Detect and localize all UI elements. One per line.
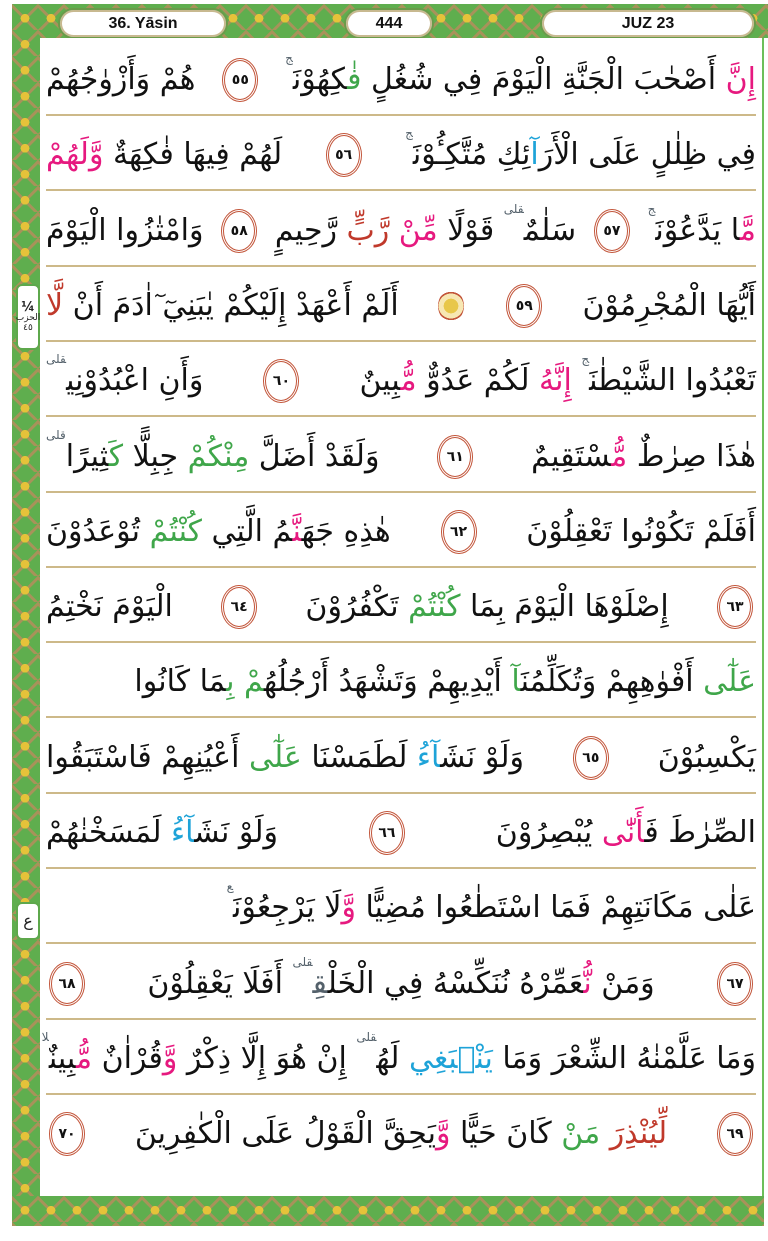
verse-text: أَفَلَا يَعْقِلُوْنَ	[147, 965, 293, 1001]
verse-text: أَعْيُنِهِمْ فَاسْتَبَقُوا	[46, 739, 249, 775]
line-divider	[46, 189, 756, 191]
verse-text: أَلَمْ أَعْهَدْ إِلَيْكُمْ يٰبَنِيٓ	[152, 287, 399, 323]
verse-line	[46, 203, 756, 259]
tajweed-colored-text: مِنْكُمْ	[187, 438, 250, 474]
tajweed-colored-text: عَلٰٓى	[248, 739, 302, 775]
ayah-number-marker: ٦٩	[717, 1112, 753, 1156]
line-divider	[46, 1093, 756, 1095]
tajweed-colored-text: فٰ	[347, 62, 362, 97]
waqf-stop-mark: قلى	[46, 427, 66, 442]
tajweed-colored-text: وَّ	[341, 890, 356, 926]
tajweed-colored-text: لِّيُنْذِرَ	[609, 1116, 668, 1152]
verse-line	[46, 730, 756, 786]
verse-text: فِي ظِلٰلٍ عَلَى الْأَرَ	[538, 137, 756, 173]
tajweed-colored-text: مِّنْ	[398, 212, 438, 248]
verse-text: وَلَوْ نَشَ	[440, 739, 524, 775]
line-divider	[46, 415, 756, 417]
verse-line	[46, 956, 756, 1012]
verse-line	[41, 1029, 756, 1087]
tajweed-colored-text: إِنَّ	[725, 62, 756, 97]
verse-text-group	[582, 278, 756, 334]
ayah-number-marker: ٧٠	[49, 1112, 85, 1156]
waqf-stop-mark: ج	[405, 126, 413, 141]
verse-text-group	[658, 730, 756, 786]
verse-text-group	[135, 1106, 667, 1162]
verse-text: لَطَمَسْنَا	[301, 739, 417, 775]
verse-text: اٰدَمَ أَنْ	[63, 287, 153, 323]
tajweed-colored-text: عَلٰٓى	[703, 664, 756, 700]
verse-text-group	[46, 429, 379, 485]
verse-text: لَكُمْ عَدُوٌّ	[416, 363, 530, 399]
verse-text: يَكْسِبُوْنَ	[657, 739, 756, 775]
ayah-number-marker: ٥٦	[326, 133, 362, 177]
verse-text: أَفَلَمْ تَكُوْنُوا تَعْقِلُوْنَ	[526, 513, 756, 549]
verse-text: سْتَقِيمٌ	[531, 438, 612, 474]
waqf-stop-mark: ج	[285, 51, 293, 65]
verse-text: لَهُ	[376, 1040, 409, 1076]
waqf-stop-mark: ج	[581, 352, 590, 367]
verse-text-group	[46, 203, 203, 259]
waqf-stop-mark: قلى	[356, 1029, 377, 1044]
hizb-label: الحزب	[15, 313, 41, 324]
waqf-stop-mark: لا	[41, 1029, 49, 1044]
tajweed-colored-text: مْ بِ	[226, 664, 264, 700]
tajweed-colored-text: وَّ	[88, 137, 104, 173]
verse-text-group	[46, 805, 278, 861]
verse-text: أَصْحٰبَ الْجَنَّةِ الْيَوْمَ فِي شُغُلٍ	[361, 62, 726, 97]
verse-text-group	[147, 956, 654, 1012]
ayah-number-marker: ٦٤	[221, 585, 257, 629]
verse-line	[46, 504, 756, 560]
verse-text-group	[46, 579, 173, 635]
ayah-number-marker: ٦٥	[573, 736, 609, 780]
tajweed-colored-text: آ	[511, 664, 521, 700]
line-divider	[46, 641, 756, 643]
verse-text: تُوْعَدُوْنَ	[46, 513, 150, 549]
page-number-label: 444	[344, 8, 434, 39]
tajweed-colored-text: مَنْ	[551, 1116, 610, 1152]
verse-line	[46, 429, 756, 485]
hizb-number: ٤٥	[23, 322, 33, 333]
ornamental-left-border	[12, 30, 40, 1225]
verse-text: ا يَدَّعُوْنَ	[655, 212, 740, 248]
verse-text-group	[46, 127, 282, 183]
tajweed-colored-text: يَنْۢبَغِي	[408, 1040, 493, 1076]
verse-text-group	[227, 880, 756, 936]
ayah-number-marker: ٥٧	[594, 209, 630, 253]
verse-text-group	[405, 127, 756, 183]
verse-line	[46, 654, 756, 710]
ruku-marker: ع	[16, 902, 40, 940]
tajweed-colored-text: وَّ	[162, 1040, 178, 1076]
verse-text: عَلٰى مَكَانَتِهِمْ فَمَا اسْتَطٰعُوا مُضِيًّا	[355, 890, 756, 926]
verse-text-group	[285, 52, 756, 108]
hizb-quarter-marker	[16, 284, 40, 350]
verse-text-group	[46, 504, 391, 560]
surah-name-label: 36. Yāsin	[58, 8, 228, 39]
tajweed-colored-text: نُّ	[583, 965, 592, 1001]
verse-text-group	[305, 579, 668, 635]
hizb-fraction: ¼	[21, 299, 35, 315]
tajweed-colored-text: لَّا	[46, 287, 64, 323]
line-divider	[46, 867, 756, 869]
tajweed-colored-text: قِ	[312, 965, 328, 1001]
tajweed-colored-text: مُّ	[75, 1040, 93, 1076]
line-divider	[46, 716, 756, 718]
ayah-number-marker: ٥٥	[222, 58, 258, 102]
ornamental-bottom-border	[12, 1196, 764, 1226]
verse-text-group	[648, 203, 756, 259]
verse-text: هٰذَا صِرٰطٌ	[627, 438, 756, 474]
line-divider	[46, 566, 756, 568]
verse-text: رَّحِيمٍ	[274, 212, 337, 248]
verse-text: لَهُمْ فِيهَا فٰكِهَةٌ	[103, 137, 283, 173]
verse-text-group	[531, 429, 756, 485]
tajweed-colored-text: مُّ	[611, 438, 628, 474]
verse-text: قَوْلًا	[437, 212, 504, 248]
verse-text-group	[46, 278, 399, 334]
quran-page	[40, 38, 764, 1196]
verse-text: يُبْصِرُوْنَ	[495, 815, 602, 850]
verse-text: يَحِقَّ الْقَوْلُ عَلَى الْكٰفِرِينَ	[134, 1116, 436, 1152]
tajweed-colored-text: وَّ	[435, 1116, 451, 1152]
verse-text-group	[46, 353, 203, 409]
verse-text: أَفْوٰهِهِمْ وَتُكَلِّمُنَ	[520, 664, 704, 700]
verse-text: كَانَ حَيًّا	[450, 1116, 552, 1152]
verse-line	[46, 278, 756, 334]
verse-line	[46, 353, 756, 409]
verse-line	[46, 805, 756, 861]
verse-line	[46, 52, 756, 108]
verse-text: كِهُوْنَ	[292, 62, 348, 97]
tajweed-colored-text: رَّبٍّ	[336, 212, 399, 248]
line-divider	[46, 265, 756, 267]
line-divider	[46, 491, 756, 493]
verse-text: إِنْ هُوَ إِلَّا ذِكْرٌ	[177, 1040, 357, 1076]
line-divider	[46, 942, 756, 944]
tajweed-colored-text: كَ	[108, 438, 124, 474]
hizb-rub-icon	[438, 290, 464, 322]
verse-text: إِصْلَوْهَا الْيَوْمَ بِمَا	[460, 589, 669, 625]
verse-text: وَامْتٰزُوا الْيَوْمَ	[46, 212, 204, 248]
verse-text: لَمَسَخْنٰهُمْ	[46, 815, 172, 850]
verse-text: عَمِّرْهُ نُنَكِّسْهُ فِي الْخَلْ	[327, 965, 584, 1001]
verse-text-group	[42, 1031, 756, 1087]
verse-text: وَلَقَدْ	[315, 438, 380, 474]
verse-text: هُمْ وَأَزْوٰجُهُمْ	[46, 62, 196, 97]
verse-text: هٰذِهِ جَهَ	[301, 513, 391, 549]
ayah-number-marker: ٦٨	[49, 962, 85, 1006]
tajweed-colored-text: كُنْتُمْ	[149, 513, 202, 549]
verse-text: أَيْدِيهِمْ وَتَشْهَدُ أَرْجُلُهُ	[263, 664, 512, 700]
verse-text: جِبِلًّا	[123, 438, 188, 474]
ayah-number-marker: ٦٧	[717, 962, 753, 1006]
verse-text: تَعْبُدُوا الشَّيْطٰنَ	[589, 363, 756, 399]
verse-line	[46, 880, 756, 936]
waqf-stop-mark: قلى	[503, 201, 524, 216]
verse-text: ئِكِ مُتَّكِـُٔوْنَ	[412, 137, 531, 173]
tajweed-colored-text: أَنّٰى	[601, 815, 645, 850]
waqf-stop-mark: ج	[647, 201, 656, 216]
verse-text: بِينٌ	[359, 363, 401, 399]
verse-text: بِينٌ	[48, 1040, 76, 1076]
tajweed-colored-text: نَّ	[292, 513, 302, 549]
verse-line	[46, 1106, 756, 1162]
ayah-number-marker: ٦٠	[263, 359, 299, 403]
verse-text: مَا كَانُوا	[134, 664, 227, 700]
verse-text-group	[360, 353, 756, 409]
waqf-stop-mark: ع	[226, 879, 234, 894]
tajweed-colored-text: كُنْتُمْ	[408, 589, 461, 625]
verse-text-group	[496, 805, 756, 861]
verse-text: مُ الَّتِي	[201, 513, 293, 549]
verse-text: وَأَنِ اعْبُدُوْنِي	[66, 363, 204, 399]
verse-text: ثِيرًا	[65, 438, 109, 474]
line-divider	[46, 114, 756, 116]
line-divider	[46, 1018, 756, 1020]
verse-text: وَلَوْ نَشَ	[194, 815, 279, 850]
verse-text: لَا يَرْجِعُوْنَ	[233, 890, 342, 926]
verse-line	[46, 127, 756, 183]
tajweed-colored-text: مُّ	[400, 363, 417, 399]
verse-text-group	[275, 203, 576, 259]
waqf-stop-mark: قلى	[292, 954, 313, 969]
verse-text-group	[46, 730, 524, 786]
ayah-number-marker: ٥٨	[221, 209, 257, 253]
line-divider	[46, 340, 756, 342]
ayah-number-marker: ٦١	[437, 435, 473, 479]
ayah-number-marker: ٦٢	[441, 510, 477, 554]
verse-text: أَيُّهَا الْمُجْرِمُوْنَ	[582, 287, 756, 323]
verse-text: الْيَوْمَ نَخْتِمُ	[46, 589, 173, 625]
tajweed-colored-text: آءُ	[171, 815, 195, 850]
tajweed-colored-text: آ	[530, 137, 539, 173]
verse-text-group	[526, 504, 756, 560]
tajweed-colored-text: إِنَّهُ	[529, 363, 582, 399]
tajweed-colored-text: لَهُمْ	[46, 137, 89, 173]
verse-text: قُرْاٰنٌ	[92, 1040, 163, 1076]
verse-text: سَلٰمٌ	[523, 212, 577, 248]
tajweed-colored-text: مَّ	[739, 212, 756, 248]
verse-text: وَمَنْ	[591, 965, 655, 1001]
ayah-number-marker: ٦٦	[369, 811, 405, 855]
verse-text-group	[46, 52, 195, 108]
waqf-stop-mark: قلى	[46, 352, 67, 367]
verse-text-group	[134, 654, 756, 710]
juz-label: JUZ 23	[540, 8, 756, 39]
line-divider	[46, 792, 756, 794]
tajweed-colored-text: آءُ	[416, 739, 441, 775]
verse-text: الصِّرٰطَ فَ	[644, 815, 756, 850]
ayah-number-marker: ٦٣	[717, 585, 753, 629]
verse-text: تَكْفُرُوْنَ	[305, 589, 409, 625]
ayah-number-marker: ٥٩	[506, 284, 542, 328]
verse-text: أَضَلَّ	[249, 438, 316, 474]
verse-line	[46, 579, 756, 635]
verse-text: وَمَا عَلَّمْنٰهُ الشِّعْرَ وَمَا	[492, 1040, 756, 1076]
